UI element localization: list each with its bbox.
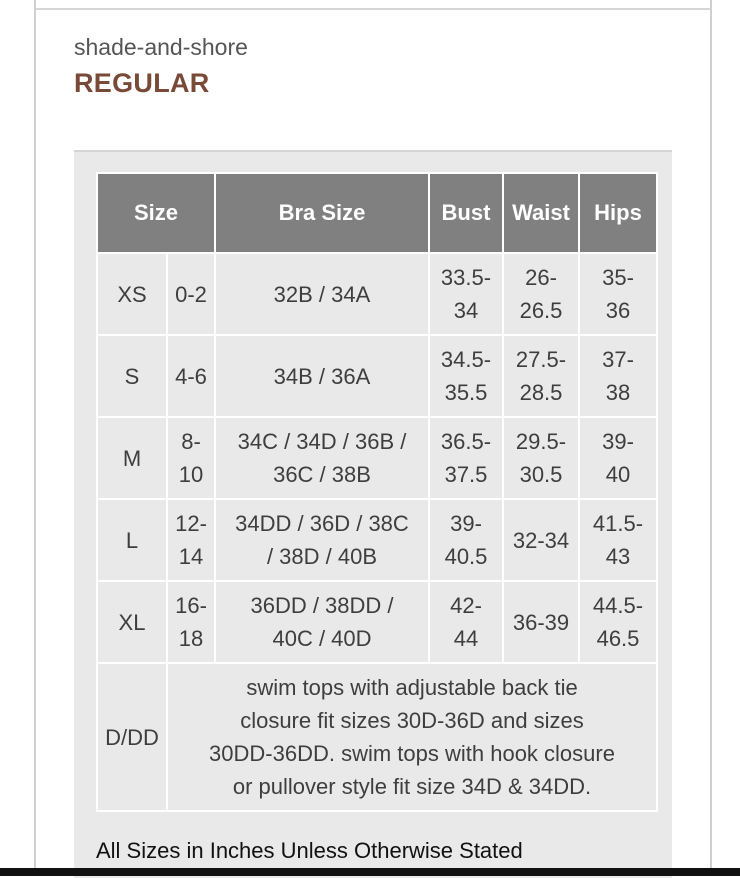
numeric-size: 4-6 (167, 335, 215, 417)
right-frame (710, 0, 740, 876)
size-chart-table (96, 172, 658, 812)
units-footnote: All Sizes in Inches Unless Otherwise Stated (96, 838, 523, 863)
numeric-size: 0-2 (167, 253, 215, 335)
bottom-bar (0, 868, 740, 876)
waist-value: 29.5- 30.5 (503, 417, 579, 499)
numeric-size: 8- 10 (167, 417, 215, 499)
size-label: M (97, 417, 167, 499)
table-row (97, 335, 657, 417)
header-row (97, 173, 657, 253)
bra-size: 34C / 34D / 36B / 36C / 38B (215, 417, 429, 499)
size-label: S (97, 335, 167, 417)
header-size: Size (97, 173, 215, 253)
hips-value: 37- 38 (579, 335, 657, 417)
numeric-size: 16- 18 (167, 581, 215, 663)
bra-size: 36DD / 38DD / 40C / 40D (215, 581, 429, 663)
bra-size: 32B / 34A (215, 253, 429, 335)
table-row (97, 581, 657, 663)
left-frame (0, 0, 36, 876)
bra-size: 34B / 36A (215, 335, 429, 417)
table-row (97, 253, 657, 335)
waist-value: 27.5- 28.5 (503, 335, 579, 417)
waist-value: 32-34 (503, 499, 579, 581)
header-bust: Bust (429, 173, 503, 253)
bra-size: 34DD / 36D / 38C / 38D / 40B (215, 499, 429, 581)
hips-value: 44.5- 46.5 (579, 581, 657, 663)
fit-title: REGULAR (74, 68, 210, 98)
hips-value: 39- 40 (579, 417, 657, 499)
note-text: swim tops with adjustable back tie closure fit sizes 30D-36D and sizes 30DD-36DD. swim tops with hook closure or pullover style fit size 34D & 34DD. (167, 663, 657, 811)
hips-value: 35- 36 (579, 253, 657, 335)
waist-value: 26- 26.5 (503, 253, 579, 335)
header-bra-size: Bra Size (215, 173, 429, 253)
numeric-size: 12- 14 (167, 499, 215, 581)
bust-value: 34.5- 35.5 (429, 335, 503, 417)
bust-value: 42- 44 (429, 581, 503, 663)
size-label: L (97, 499, 167, 581)
top-divider (36, 8, 710, 10)
size-label: D/DD (97, 663, 167, 811)
header-waist: Waist (503, 173, 579, 253)
bust-value: 36.5- 37.5 (429, 417, 503, 499)
size-label: XL (97, 581, 167, 663)
hips-value: 41.5- 43 (579, 499, 657, 581)
bust-value: 39- 40.5 (429, 499, 503, 581)
bust-value: 33.5- 34 (429, 253, 503, 335)
table-row-note (97, 663, 657, 811)
table-row (97, 417, 657, 499)
size-label: XS (97, 253, 167, 335)
waist-value: 36-39 (503, 581, 579, 663)
table-row (97, 499, 657, 581)
header-hips: Hips (579, 173, 657, 253)
brand-name: shade-and-shore (74, 34, 248, 60)
